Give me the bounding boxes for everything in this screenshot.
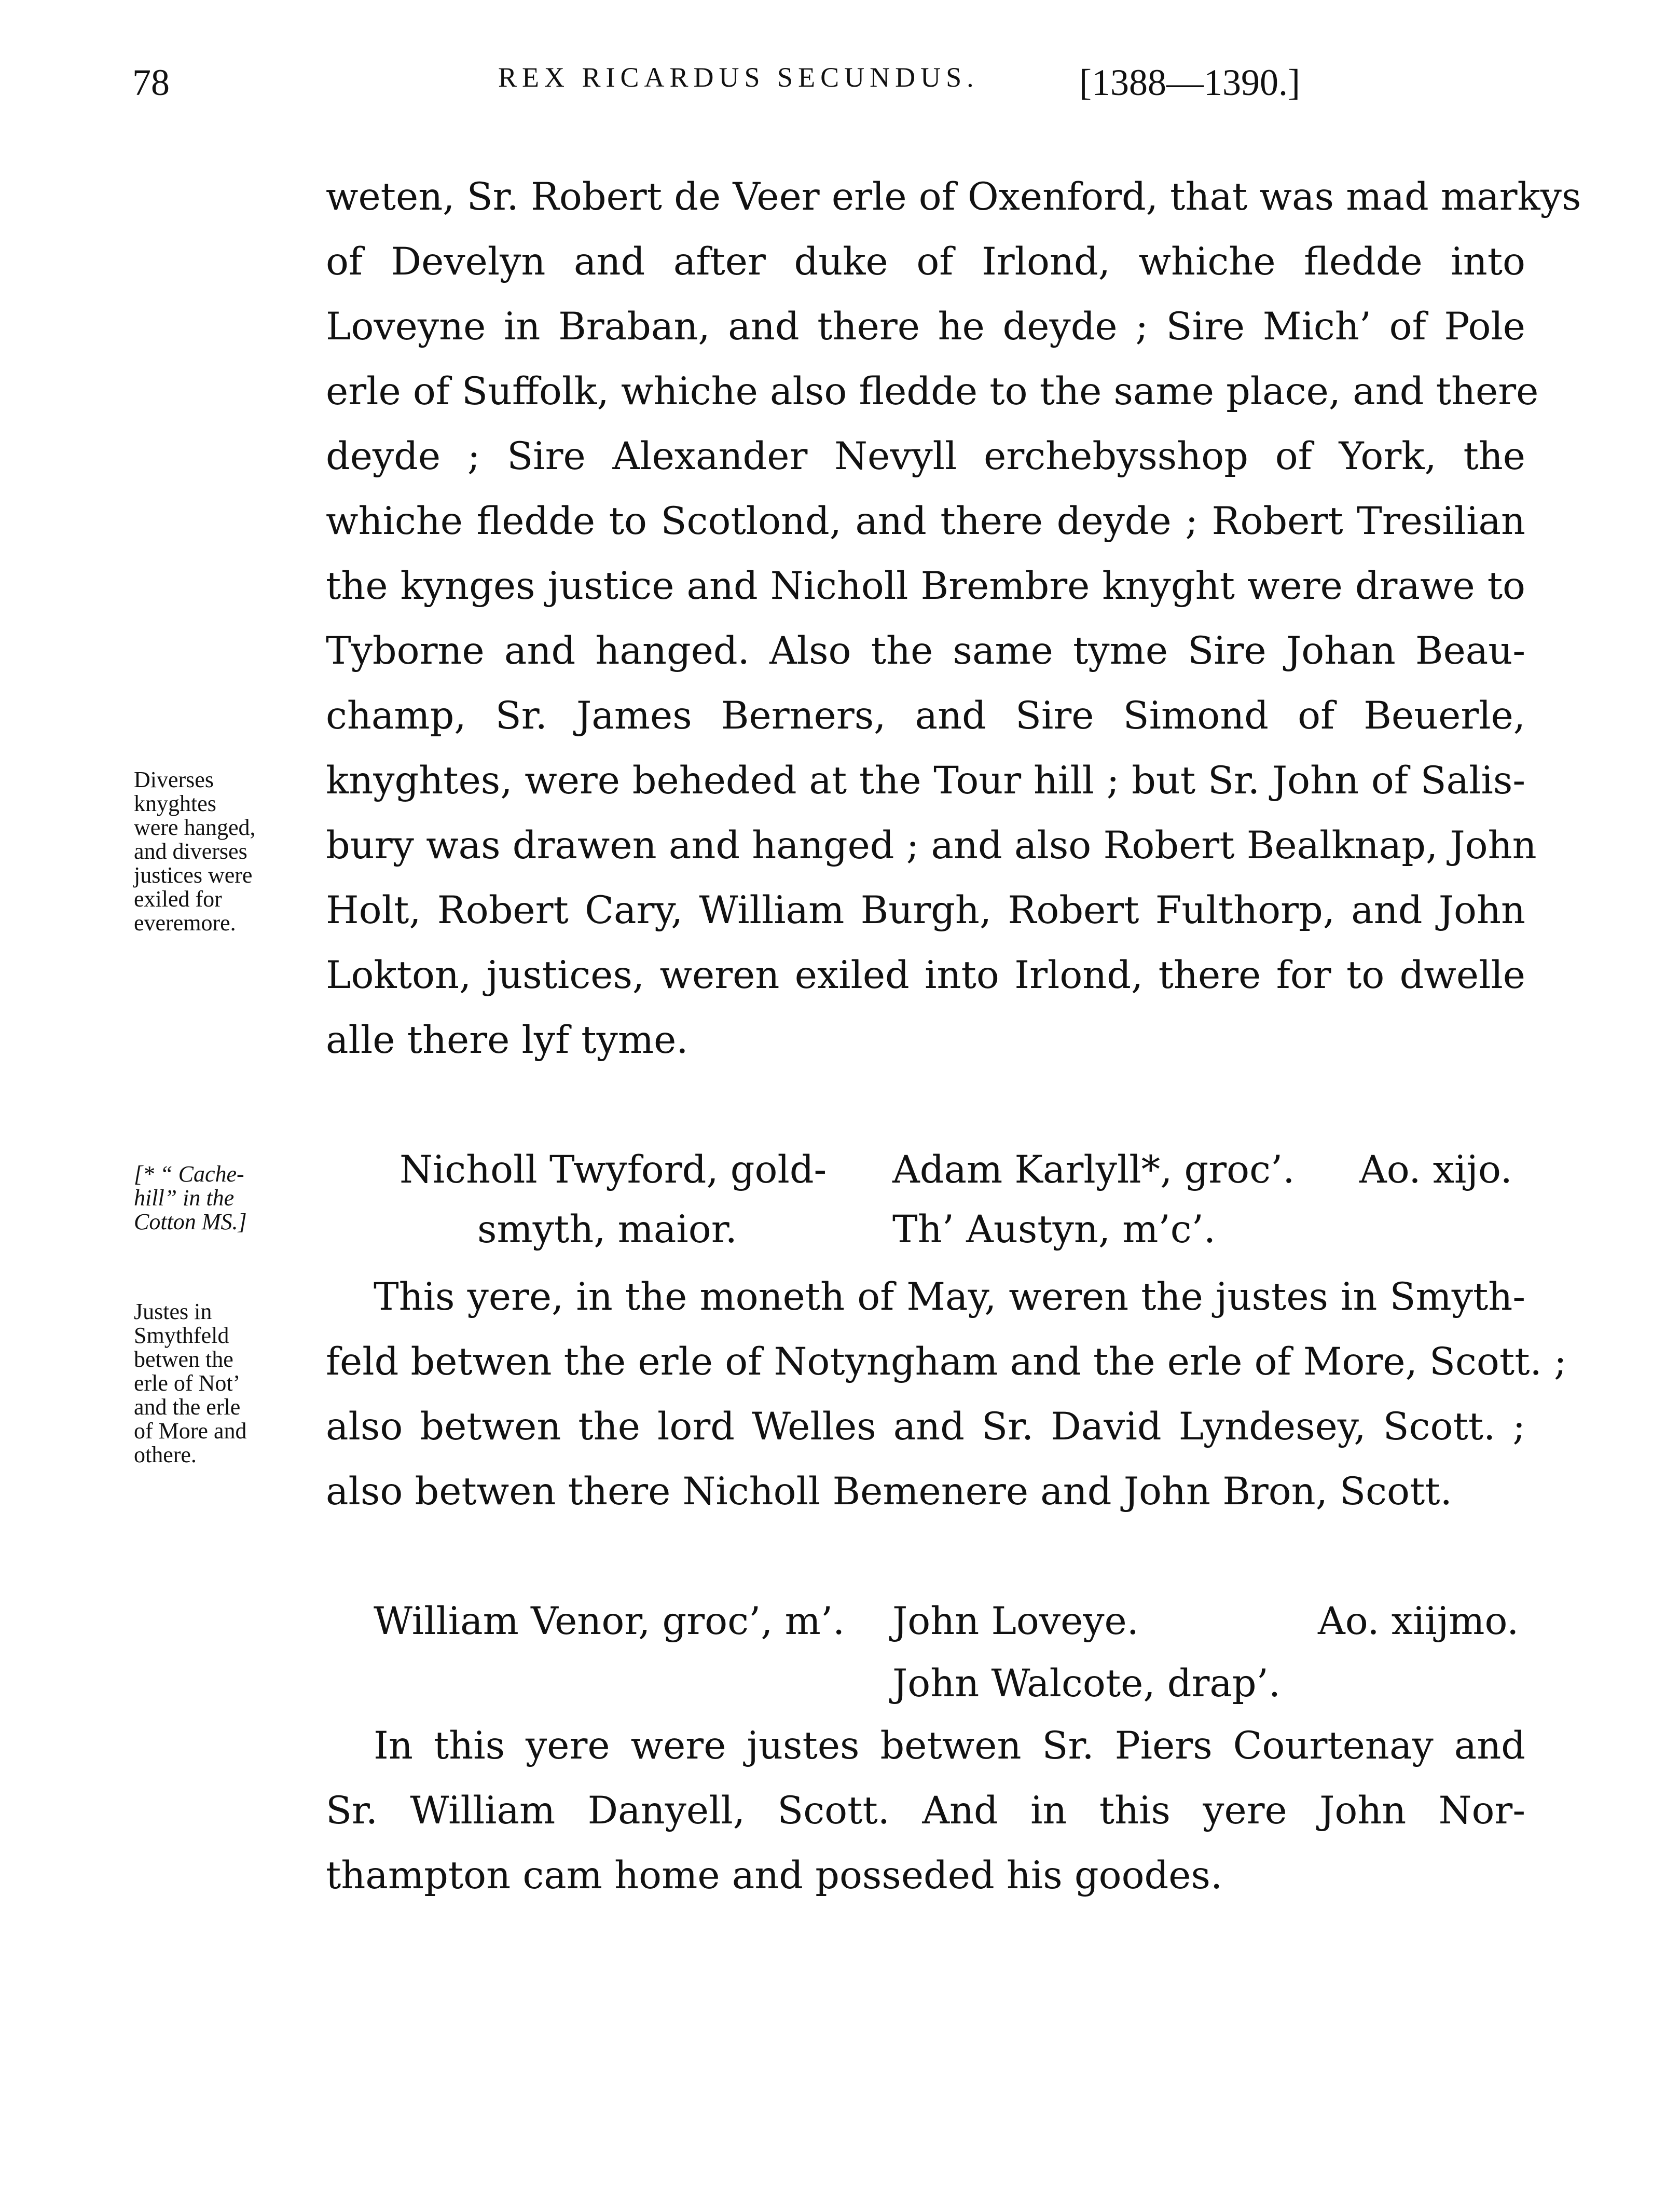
text-line: This yere, in the moneth of May, weren the justes in Smyth- [374,1275,1525,1319]
regnal-year: Ao. xijo. [1359,1148,1512,1192]
text-line: the kynges justice and Nicholl Brembre knyght were drawe to [326,564,1525,608]
note-line: othere. [134,1442,197,1467]
note-line: of More and [134,1418,247,1444]
sheriff-name: Adam Karlyll*, groc’. [892,1148,1295,1192]
text-line: Tyborne and hanged. Also the same tyme Sire Johan Beau- [326,629,1525,673]
text-line: deyde ; Sire Alexander Nevyll erchebysshop of York, the [326,434,1525,478]
text-line: erle of Suffolk, whiche also fledde to the same place, and there [326,369,1539,414]
text-line: whiche fledde to Scotlond, and there deyde ; Robert Tresilian [326,499,1525,543]
mayor-name: Nicholl Twyford, gold- [400,1148,827,1192]
sheriff-name: Th’ Austyn, m’c’. [892,1207,1216,1252]
sheriff-name: John Loveye. [892,1599,1139,1643]
side-note-exiles [134,768,256,935]
text-line: feld betwen the erle of Notyngham and the erle of More, Scott. ; [326,1340,1567,1384]
text-line: Loveyne in Braban, and there he deyde ; Sire Mich’ of Pole [326,305,1525,349]
note-line: were hanged, [134,815,256,840]
note-line: and diverses [134,839,247,864]
note-line: Cotton MS.] [134,1209,247,1234]
mayor-title: smyth, maior. [477,1207,737,1252]
text-line: alle there lyf tyme. [326,1018,688,1062]
text-line: weten, Sr. Robert de Veer erle of Oxenford, that was mad markys [326,175,1581,219]
side-note-cachehill [134,1162,247,1234]
sheriff-name: John Walcote, drap’. [892,1662,1281,1706]
note-line: Diverses [134,767,214,792]
mayor-name: William Venor, groc’, m’. [374,1599,845,1643]
note-line: betwen the [134,1347,233,1372]
side-note-justes [134,1300,247,1467]
text-line: bury was drawen and hanged ; and also Robert Bealknap, John [326,823,1537,868]
regnal-year: Ao. xiijmo. [1318,1599,1519,1643]
running-date: [1388—1390.] [1079,62,1300,103]
note-line: erle of Not’ [134,1370,241,1396]
page-number: 78 [132,62,170,103]
text-line: also betwen the lord Welles and Sr. David Lyndesey, Scott. ; [326,1405,1525,1449]
text-line: knyghtes, were beheded at the Tour hill ; but Sr. John of Salis- [326,759,1525,803]
text-line: also betwen there Nicholl Bemenere and John Bron, Scott. [326,1470,1452,1514]
text-line: Lokton, justices, weren exiled into Irlond, there for to dwelle [326,953,1525,997]
note-line: hill” in the [134,1185,235,1211]
text-line: In this yere were justes betwen Sr. Piers Courtenay and [374,1724,1525,1768]
note-line: [* “ Cache- [134,1161,244,1187]
note-line: justices were [134,862,253,888]
note-line: everemore. [134,910,236,936]
note-line: exiled for [134,886,222,912]
note-line: knyghtes [134,791,216,816]
text-line: of Develyn and after duke of Irlond, whiche fledde into [326,240,1525,284]
text-line: Sr. William Danyell, Scott. And in this yere John Nor- [326,1789,1525,1833]
note-line: Justes in [134,1299,212,1324]
running-head: REX RICARDUS SECUNDUS. [498,62,979,93]
note-line: Smythfeld [134,1323,229,1348]
text-line: Holt, Robert Cary, William Burgh, Robert Fulthorp, and John [326,888,1525,932]
text-line: thampton cam home and posseded his goodes. [326,1853,1223,1898]
text-line: champ, Sr. James Berners, and Sire Simond of Beuerle, [326,694,1525,738]
note-line: and the erle [134,1394,241,1420]
